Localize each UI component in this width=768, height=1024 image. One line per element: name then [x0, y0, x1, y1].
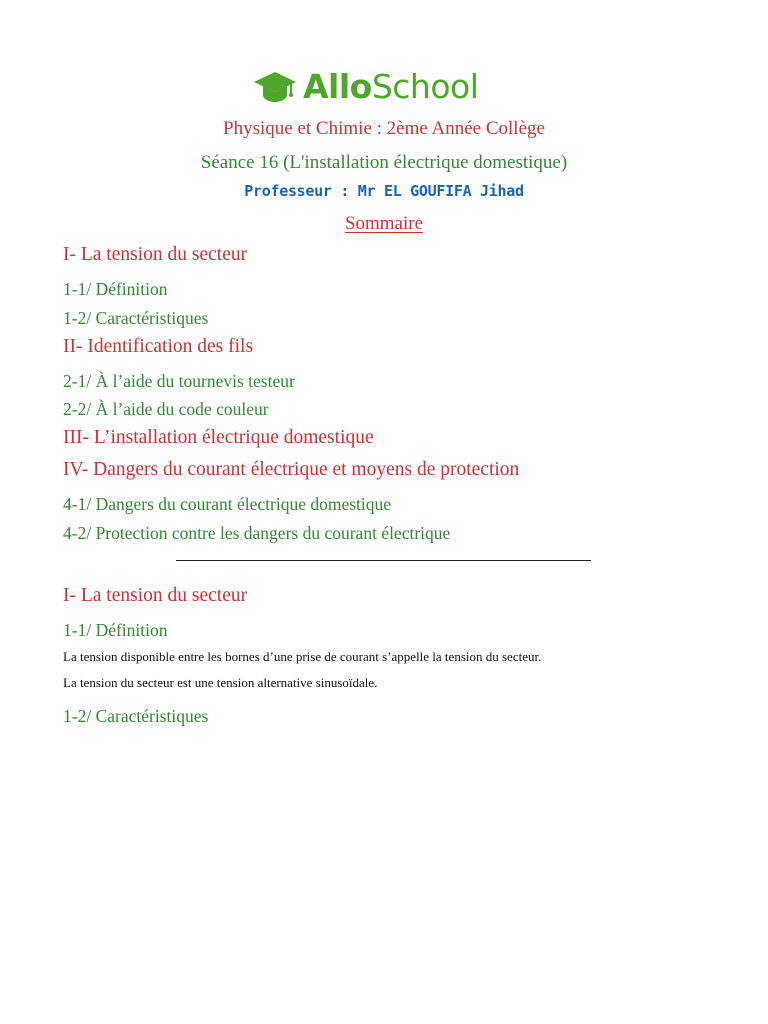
summary-item-sub-4-2: 4-2/ Protection contre les dangers du courant électrique: [63, 523, 451, 543]
paragraph-2: La tension du secteur est une tension alternative sinusoïdale.: [63, 675, 378, 690]
summary-item-section-3: III- L’installation électrique domestique: [63, 427, 374, 448]
summary-item-section-1: I- La tension du secteur: [63, 244, 248, 265]
subject-title: Physique et Chimie : 2ème Année Collège: [223, 118, 545, 139]
summary-heading: [0, 211, 768, 237]
summary-heading-text: Sommaire: [344, 213, 424, 234]
logo-wordmark: [303, 64, 478, 110]
subsection-definition: 1-1/ Définition: [63, 620, 168, 640]
summary-item-sub-2-2: 2-2/ À l’aide du code couleur: [63, 399, 269, 419]
summary-item-sub-4-1: 4-1/ Dangers du courant électrique domestique: [63, 494, 392, 514]
section-divider: [176, 560, 591, 561]
logo-text-bold: Allo: [303, 67, 372, 106]
paragraph-1: La tension disponible entre les bornes d’une prise de courant s’appelle la tension du secteur.: [63, 649, 542, 664]
logo-text-light: School: [371, 67, 479, 106]
section-title: I- La tension du secteur: [63, 585, 248, 606]
graduation-cap-icon: [253, 70, 297, 104]
summary-item-sub-2-1: 2-1/ À l’aide du tournevis testeur: [63, 371, 295, 391]
summary-item-sub-1-1: 1-1/ Définition: [63, 279, 168, 299]
alloschool-logo: [253, 64, 478, 110]
subsection-caracteristiques: 1-2/ Caractéristiques: [63, 706, 209, 726]
seance-title: Séance 16 (L'installation électrique domestique): [200, 152, 568, 173]
summary-item-section-2: II- Identification des fils: [63, 336, 254, 357]
summary-item-sub-1-2: 1-2/ Caractéristiques: [63, 308, 209, 328]
professor-name: Professeur : Mr EL GOUFIFA Jihad: [244, 182, 524, 200]
summary-item-section-4: IV- Dangers du courant électrique et moyens de protection: [63, 459, 520, 480]
